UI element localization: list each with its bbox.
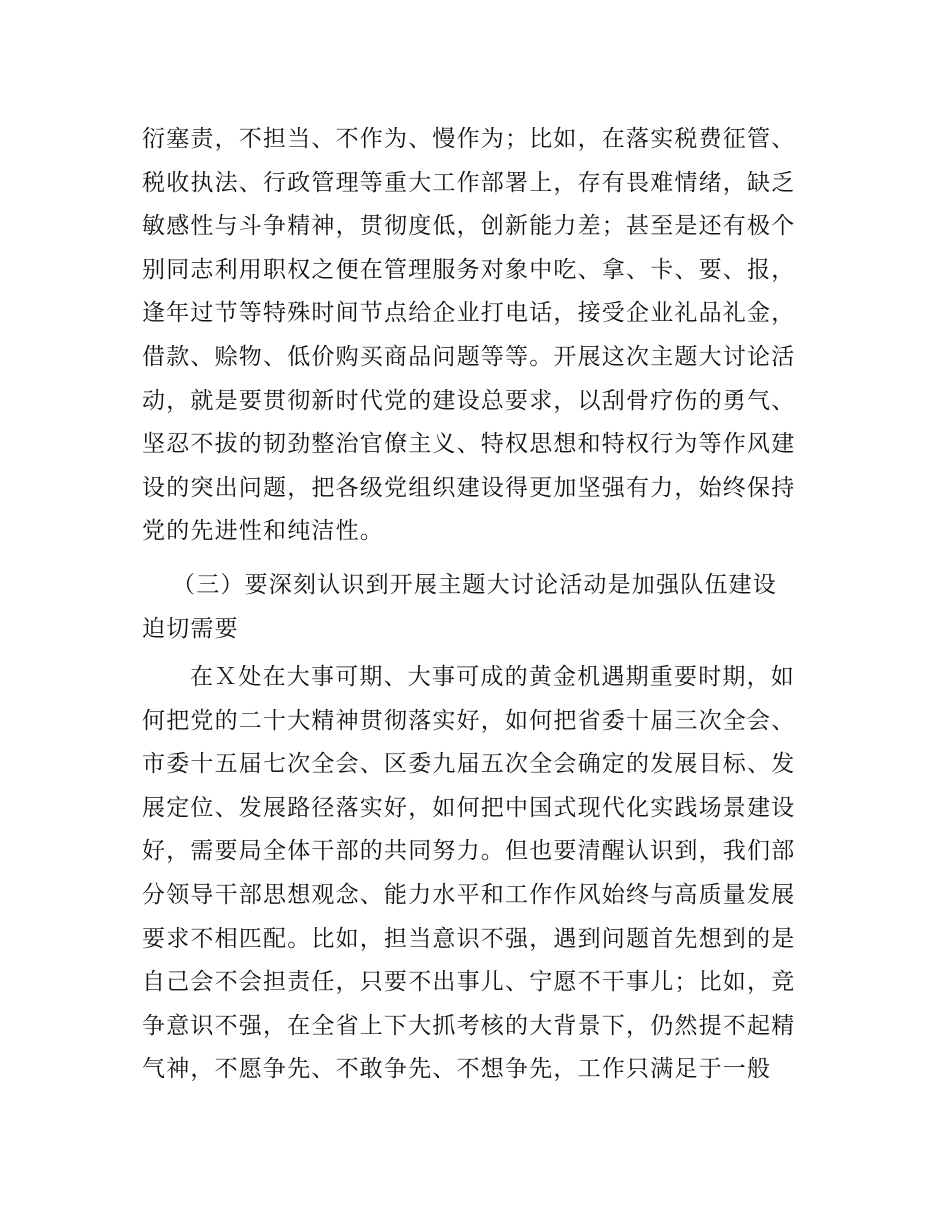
body-paragraph xyxy=(142,656,822,1092)
text-line: 动，就是要贯彻新时代党的建设总要求，以刮骨疗伤的勇气、 xyxy=(142,387,796,414)
section-heading xyxy=(142,564,822,651)
text-line: 何把党的二十大精神贯彻落实好，如何把省委十届三次全会、 xyxy=(142,707,796,734)
text-line: 好，需要局全体干部的共同努力。但也要清醒认识到，我们部 xyxy=(142,838,796,865)
heading-line: （三）要深刻认识到开展主题大讨论活动是加强队伍建设 xyxy=(172,572,777,598)
text-line: 逢年过节等特殊时间节点给企业打电话，接受企业礼品礼金， xyxy=(142,300,796,327)
text-line: 坚忍不拔的韧劲整治官僚主义、特权思想和特权行为等作风建 xyxy=(142,431,796,458)
heading-line: 迫切需要 xyxy=(142,615,239,642)
text-line: 别同志利用职权之便在管理服务对象中吃、拿、卡、要、报， xyxy=(142,256,796,283)
text-line: 设的突出问题，把各级党组织建设得更加坚强有力，始终保持 xyxy=(142,474,796,501)
text-line: 分领导干部思想观念、能力水平和工作作风始终与高质量发展 xyxy=(142,881,796,908)
text-line: 敏感性与斗争精神，贯彻度低，创新能力差；甚至是还有极个 xyxy=(142,213,796,240)
text-line: 市委十五届七次全会、区委九届五次全会确定的发展目标、发 xyxy=(142,751,796,778)
text-line: 党的先进性和纯洁性。 xyxy=(142,518,384,545)
text-line: 争意识不强，在全省上下大抓考核的大背景下，仍然提不起精 xyxy=(142,1012,796,1039)
text-line: 税收执法、行政管理等重大工作部署上，存有畏难情绪，缺乏 xyxy=(142,169,796,196)
text-line: 要求不相匹配。比如，担当意识不强，遇到问题首先想到的是 xyxy=(142,925,796,952)
text-line: 气神，不愿争先、不敢争先、不想争先，工作只满足于一般 xyxy=(142,1056,772,1083)
text-line: 自己会不会担责任，只要不出事儿、宁愿不干事儿；比如，竞 xyxy=(142,969,796,996)
text-line: 在Ｘ处在大事可期、大事可成的黄金机遇期重要时期，如 xyxy=(190,664,795,690)
text-line: 展定位、发展路径落实好，如何把中国式现代化实践场景建设 xyxy=(142,794,796,821)
body-paragraph-continued xyxy=(142,118,822,554)
text-line: 借款、赊物、低价购买商品问题等等。开展这次主题大讨论活 xyxy=(142,343,796,370)
text-line: 衍塞责，不担当、不作为、慢作为；比如，在落实税费征管、 xyxy=(142,126,796,152)
